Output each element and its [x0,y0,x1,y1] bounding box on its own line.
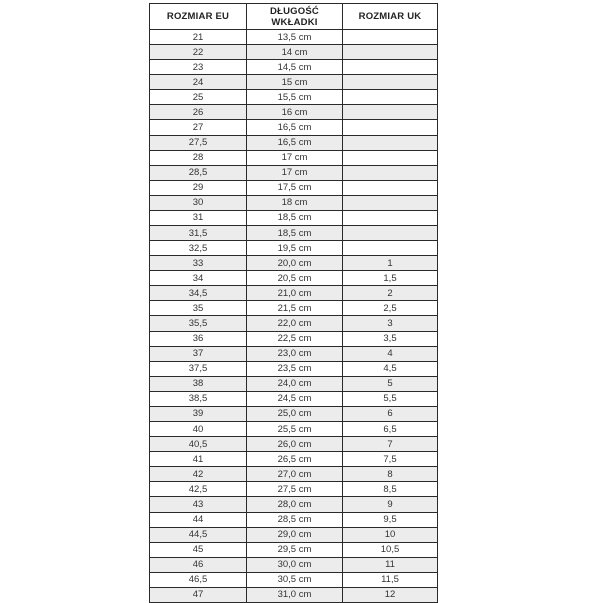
size-table-body [150,30,438,603]
eu-size-cell: 41 [150,452,247,467]
uk-size-cell [343,195,438,210]
insole-length-cell: 15 cm [247,75,343,90]
insole-length-cell: 16 cm [247,105,343,120]
insole-length-cell: 28,0 cm [247,497,343,512]
eu-size-cell: 40 [150,422,247,437]
insole-length-cell: 21,0 cm [247,286,343,301]
uk-size-cell [343,241,438,256]
table-row [150,75,438,90]
eu-size-cell: 28 [150,150,247,165]
size-chart-table [149,3,438,603]
insole-length-cell: 30,0 cm [247,557,343,572]
uk-size-cell: 7 [343,437,438,452]
insole-length-cell: 16,5 cm [247,135,343,150]
uk-size-cell: 11 [343,557,438,572]
table-row [150,406,438,421]
uk-size-cell [343,135,438,150]
table-row [150,256,438,271]
eu-size-cell: 45 [150,542,247,557]
uk-size-cell: 11,5 [343,572,438,587]
insole-length-cell: 19,5 cm [247,241,343,256]
insole-length-cell: 20,5 cm [247,271,343,286]
table-row [150,437,438,452]
insole-length-cell: 25,0 cm [247,406,343,421]
eu-size-cell: 42 [150,467,247,482]
insole-length-cell: 23,0 cm [247,346,343,361]
insole-length-cell: 17 cm [247,150,343,165]
table-row [150,527,438,542]
eu-size-cell: 23 [150,60,247,75]
table-row [150,120,438,135]
insole-length-cell: 13,5 cm [247,30,343,45]
eu-size-cell: 24 [150,75,247,90]
uk-size-cell: 2,5 [343,301,438,316]
table-row [150,30,438,45]
insole-length-cell: 15,5 cm [247,90,343,105]
eu-size-cell: 25 [150,90,247,105]
table-row [150,331,438,346]
uk-size-cell [343,210,438,225]
header-row [150,4,438,30]
table-row [150,452,438,467]
uk-size-cell: 9 [343,497,438,512]
eu-size-cell: 43 [150,497,247,512]
insole-length-cell: 17 cm [247,165,343,180]
insole-length-cell: 18,5 cm [247,210,343,225]
eu-size-cell: 34 [150,271,247,286]
eu-size-cell: 35,5 [150,316,247,331]
eu-size-cell: 22 [150,45,247,60]
table-row [150,497,438,512]
uk-size-cell [343,165,438,180]
insole-length-cell: 29,5 cm [247,542,343,557]
uk-size-cell: 1,5 [343,271,438,286]
uk-size-cell [343,105,438,120]
eu-size-cell: 42,5 [150,482,247,497]
insole-length-cell: 28,5 cm [247,512,343,527]
eu-size-cell: 27,5 [150,135,247,150]
uk-size-cell [343,90,438,105]
uk-size-cell: 8 [343,467,438,482]
insole-length-cell: 31,0 cm [247,587,343,602]
header-insole-length [247,4,343,30]
insole-length-cell: 24,5 cm [247,391,343,406]
table-row [150,301,438,316]
eu-size-cell: 38 [150,376,247,391]
eu-size-cell: 31,5 [150,226,247,241]
eu-size-cell: 37,5 [150,361,247,376]
eu-size-cell: 39 [150,406,247,421]
eu-size-cell: 26 [150,105,247,120]
insole-length-cell: 16,5 cm [247,120,343,135]
table-row [150,422,438,437]
uk-size-cell: 6,5 [343,422,438,437]
uk-size-cell: 4 [343,346,438,361]
uk-size-cell: 8,5 [343,482,438,497]
insole-length-cell: 30,5 cm [247,572,343,587]
table-row [150,512,438,527]
uk-size-cell: 3,5 [343,331,438,346]
eu-size-cell: 21 [150,30,247,45]
uk-size-cell: 5 [343,376,438,391]
table-row [150,90,438,105]
header-uk-size: ROZMIAR UK [343,4,438,30]
insole-length-cell: 18 cm [247,195,343,210]
eu-size-cell: 40,5 [150,437,247,452]
eu-size-cell: 30 [150,195,247,210]
eu-size-cell: 46 [150,557,247,572]
table-row [150,376,438,391]
table-row [150,105,438,120]
table-row [150,572,438,587]
table-row [150,45,438,60]
uk-size-cell [343,226,438,241]
insole-length-cell: 23,5 cm [247,361,343,376]
table-row [150,467,438,482]
table-row [150,346,438,361]
insole-length-cell: 22,5 cm [247,331,343,346]
uk-size-cell: 4,5 [343,361,438,376]
insole-length-cell: 26,5 cm [247,452,343,467]
uk-size-cell [343,30,438,45]
eu-size-cell: 37 [150,346,247,361]
table-row [150,210,438,225]
uk-size-cell: 7,5 [343,452,438,467]
table-row [150,542,438,557]
insole-length-cell: 29,0 cm [247,527,343,542]
insole-length-cell: 26,0 cm [247,437,343,452]
uk-size-cell [343,60,438,75]
insole-length-cell: 14,5 cm [247,60,343,75]
table-row [150,361,438,376]
insole-length-cell: 14 cm [247,45,343,60]
header-insole-length-line2: WKŁADKI [271,16,318,28]
table-row [150,286,438,301]
insole-length-cell: 25,5 cm [247,422,343,437]
uk-size-cell: 9,5 [343,512,438,527]
insole-length-cell: 27,5 cm [247,482,343,497]
table-row [150,391,438,406]
insole-length-cell: 27,0 cm [247,467,343,482]
eu-size-cell: 38,5 [150,391,247,406]
eu-size-cell: 28,5 [150,165,247,180]
uk-size-cell [343,45,438,60]
insole-length-cell: 22,0 cm [247,316,343,331]
uk-size-cell: 10,5 [343,542,438,557]
table-row [150,316,438,331]
eu-size-cell: 35 [150,301,247,316]
eu-size-cell: 27 [150,120,247,135]
eu-size-cell: 46,5 [150,572,247,587]
uk-size-cell: 10 [343,527,438,542]
insole-length-cell: 24,0 cm [247,376,343,391]
eu-size-cell: 44 [150,512,247,527]
uk-size-cell: 5,5 [343,391,438,406]
eu-size-cell: 47 [150,587,247,602]
table-row [150,195,438,210]
table-row [150,226,438,241]
table-row [150,180,438,195]
table-row [150,557,438,572]
uk-size-cell: 2 [343,286,438,301]
table-row [150,482,438,497]
table-row [150,241,438,256]
table-row [150,135,438,150]
table-row [150,150,438,165]
uk-size-cell: 6 [343,406,438,421]
table-row [150,165,438,180]
uk-size-cell: 1 [343,256,438,271]
uk-size-cell [343,150,438,165]
uk-size-cell [343,75,438,90]
eu-size-cell: 34,5 [150,286,247,301]
table-row [150,271,438,286]
insole-length-cell: 20,0 cm [247,256,343,271]
eu-size-cell: 32,5 [150,241,247,256]
uk-size-cell [343,120,438,135]
insole-length-cell: 21,5 cm [247,301,343,316]
table-row [150,60,438,75]
insole-length-cell: 18,5 cm [247,226,343,241]
uk-size-cell: 3 [343,316,438,331]
uk-size-cell: 12 [343,587,438,602]
eu-size-cell: 44,5 [150,527,247,542]
eu-size-cell: 31 [150,210,247,225]
header-insole-length-line1: DŁUGOŚĆ [270,5,319,17]
uk-size-cell [343,180,438,195]
eu-size-cell: 36 [150,331,247,346]
insole-length-cell: 17,5 cm [247,180,343,195]
eu-size-cell: 33 [150,256,247,271]
header-eu-size: ROZMIAR EU [150,4,247,30]
eu-size-cell: 29 [150,180,247,195]
